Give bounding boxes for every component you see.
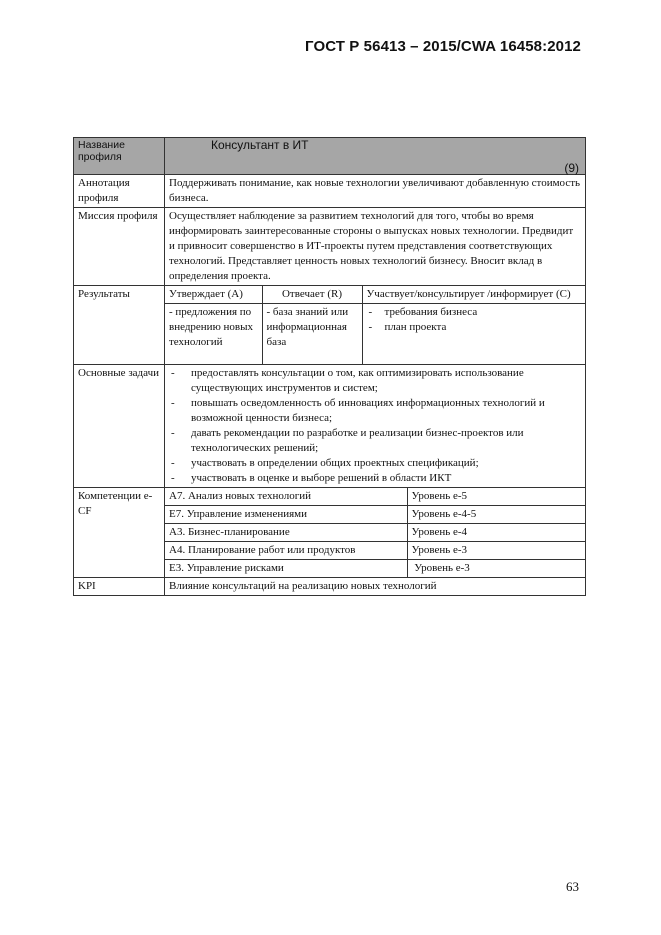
competency-level: Уровень е-4-5: [407, 506, 585, 524]
list-item: - участвовать в определении общих проектных спецификаций;: [169, 456, 581, 471]
table-row: [165, 524, 585, 542]
competency-level: Уровень е-3: [407, 542, 585, 560]
profile-name: Консультант в ИТ: [211, 138, 309, 152]
results-row: [74, 286, 586, 365]
competencies-row: [74, 488, 586, 578]
page-number: 63: [566, 879, 579, 894]
profile-name-label: Название профиля: [74, 138, 165, 175]
tasks-label: Основные задачи: [74, 365, 165, 488]
profile-number: (9): [564, 161, 579, 175]
list-item: - план проекта: [367, 320, 582, 335]
kpi-row: [74, 578, 586, 596]
annotation-text: Поддерживать понимание, как новые технологии увеличивают добавленную стоимость бизнеса.: [165, 175, 586, 208]
mission-label: Миссия профиля: [74, 208, 165, 286]
profile-name-cell: [165, 138, 586, 175]
results-values-row: [165, 304, 585, 365]
results-header-r: Отвечает (R): [262, 286, 362, 304]
results-header-a: Утверждает (A): [165, 286, 262, 304]
competency-name: E7. Управление изменениями: [165, 506, 407, 524]
tasks-list: [169, 366, 581, 486]
competency-level: Уровень е-3: [407, 560, 585, 578]
annotation-label: Аннотация профиля: [74, 175, 165, 208]
tasks-row: [74, 365, 586, 488]
kpi-text: Влияние консультаций на реализацию новых технологий: [165, 578, 586, 596]
results-c-list: [367, 305, 582, 335]
mission-row: [74, 208, 586, 286]
table-row: [165, 542, 585, 560]
results-header-row: [165, 286, 585, 304]
table-row: [165, 488, 585, 506]
results-label: Результаты: [74, 286, 165, 365]
competency-level: Уровень е-5: [407, 488, 585, 506]
document-header: ГОСТ Р 56413 – 2015/CWA 16458:2012: [305, 38, 581, 55]
profile-table: [73, 137, 586, 596]
annotation-row: [74, 175, 586, 208]
results-cell: [165, 286, 586, 365]
list-item: - давать рекомендации по разработке и реализации бизнес-проектов или технологических решений;: [169, 426, 581, 456]
competency-name: E3. Управление рисками: [165, 560, 407, 578]
results-value-a: - предложения по внедрению новых технологий: [165, 304, 262, 365]
profile-name-row: [74, 138, 586, 175]
list-item: - участвовать в оценке и выборе решений в области ИКТ: [169, 471, 581, 486]
competency-name: A3. Бизнес-планирование: [165, 524, 407, 542]
results-header-c: Участвует/консультирует /информирует (C): [362, 286, 585, 304]
competency-level: Уровень е-4: [407, 524, 585, 542]
list-item: - предоставлять консультации о том, как оптимизировать использование существующих инструментов и систем;: [169, 366, 581, 396]
kpi-label: KPI: [74, 578, 165, 596]
list-item: - повышать осведомленность об инновациях информационных технологий и возможной ценности бизнеса;: [169, 396, 581, 426]
results-value-c: [362, 304, 585, 365]
competency-name: A7. Анализ новых технологий: [165, 488, 407, 506]
competency-name: A4. Планирование работ или продуктов: [165, 542, 407, 560]
table-row: [165, 506, 585, 524]
tasks-cell: [165, 365, 586, 488]
competencies-cell: [165, 488, 586, 578]
list-item: - требования бизнеса: [367, 305, 582, 320]
mission-text: Осуществляет наблюдение за развитием технологий для того, чтобы во время информировать заинтересованные стороны о выпусках новых технологии. Предвидит и привносит совершенство в ИТ-проекты путем представления соответствующих технологий. Представляет ценность новых технологий бизнесу. Вносит вклад в определения проекта.: [165, 208, 586, 286]
competencies-label: Компетенции e-CF: [74, 488, 165, 578]
results-value-r: - база знаний или информационная база: [262, 304, 362, 365]
competencies-table: [165, 488, 585, 577]
results-table: [165, 286, 585, 364]
table-row: [165, 560, 585, 578]
